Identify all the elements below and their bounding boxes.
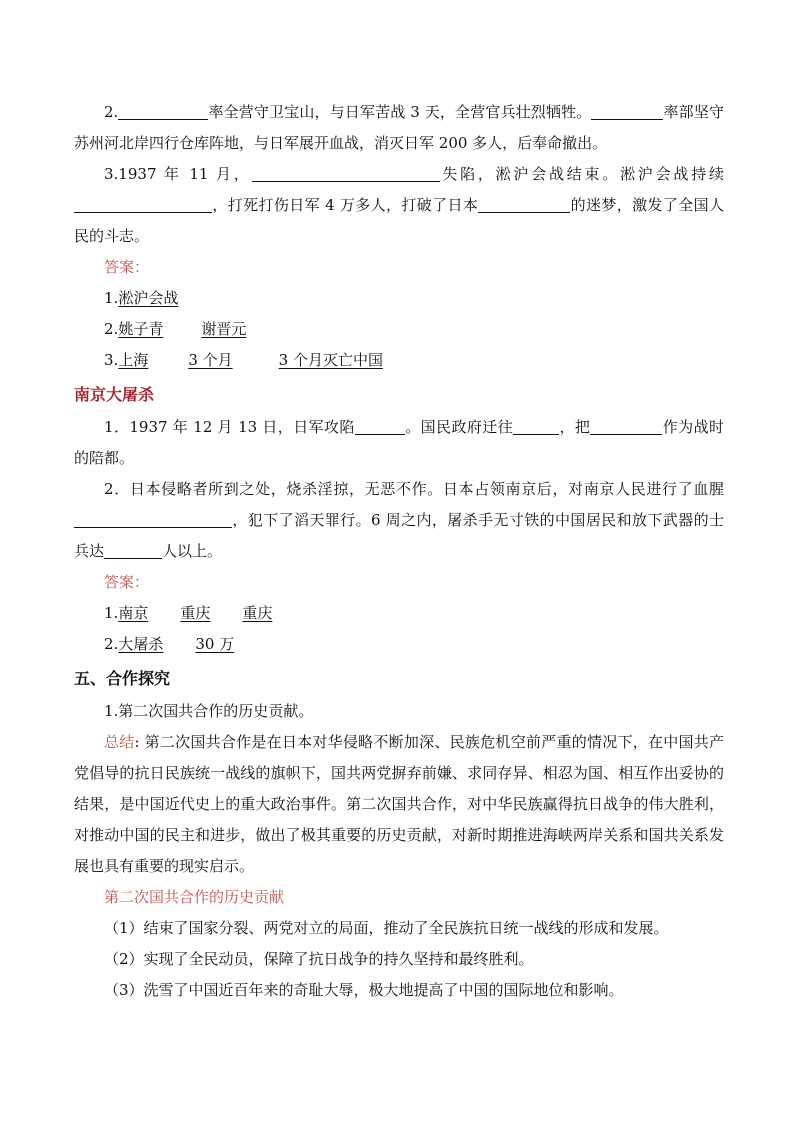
fill-blank: [74, 510, 232, 528]
contribution-item: （3）洗雪了中国近百年来的奇耻大辱，极大地提高了中国的国际地位和影响。: [104, 981, 624, 999]
answer-number: 2.: [104, 635, 119, 653]
answer-text: 大屠杀: [118, 635, 164, 653]
question-text: 2．日本侵略者所到之处，烧杀淫掠，无恶不作。日本占领南京后，对南京人民进行了血腥: [104, 480, 724, 498]
answer-line-2: [104, 314, 724, 345]
answer-label: 答案：: [104, 573, 150, 591]
question-text: 失陷，淞沪会战结束。淞沪会战持续: [439, 165, 724, 183]
fill-blank: [355, 417, 405, 435]
answer-text: 淞沪会战: [118, 289, 179, 307]
fill-blank: [252, 164, 440, 182]
fill-blank: [74, 195, 212, 213]
document-content: [74, 97, 724, 1006]
answer-text: 重庆: [242, 604, 273, 622]
answer-number: 1.: [104, 604, 119, 622]
answer-text: 30 万: [195, 635, 235, 653]
fill-blank: [590, 417, 662, 435]
cooperation-question-1: 1.第二次国共合作的历史贡献。: [104, 702, 314, 720]
answer-line-1: [104, 283, 724, 314]
section-heading-cooperation: 五、合作探究: [74, 669, 171, 688]
songhu-question-3: [74, 159, 724, 252]
question-text: ，把: [559, 418, 591, 436]
answer-number: 2.: [104, 320, 119, 338]
question-text: ，打死打伤日军 4 万多人，打破了日本: [212, 196, 479, 214]
answer-text: 姚子青: [118, 320, 164, 338]
answer-line-1: [104, 598, 724, 629]
fill-blank: [104, 541, 162, 559]
question-text: 3.1937 年 11 月，: [104, 165, 252, 183]
nanjing-question-2: [74, 474, 724, 567]
answer-line-2: [104, 629, 724, 660]
summary-text: : 第二次国共合作是在日本对华侵略不断加深、民族危机空前严重的情况下，在中国共产党倡导的抗日民族统一战线的旗帜下，国共两党摒弃前嫌、求同存异、相忍为国、相互作出妥协的结果，是中国近代史上的重大政治事件。第二次国共合作，对中华民族赢得抗日战争的伟大胜利，对推动中国的民主和进步，做出了极其重要的历史贡献，对新时期推进海峡两岸关系和国共关系发展也具有重要的现实启示。: [74, 733, 724, 875]
nanjing-question-1: [74, 412, 724, 474]
contribution-item: （2）实现了全民动员，保障了抗日战争的持久坚持和最终胜利。: [104, 950, 534, 968]
question-text: 率全营守卫宝山，与日军苦战 3 天，全营官兵壮烈牺牲。: [208, 103, 592, 121]
summary-label: 总结: [104, 733, 135, 751]
songhu-question-2: [74, 97, 724, 159]
question-text: 率部坚守苏州河北岸四行仓库阵地，与日军展开血战，消灭日军 200 多人，后奉命撤出。: [74, 103, 724, 152]
question-text: ，犯下了滔天罪行。6 周之内，屠杀手无寸铁的中国居民和放下武器的士兵达: [74, 511, 724, 560]
question-number: 2.: [104, 103, 119, 121]
question-text: 1．1937 年 12 月 13 日，日军攻陷: [104, 418, 355, 436]
answer-text: 3 个月: [188, 351, 233, 369]
answer-text: 3 个月灭亡中国: [278, 351, 383, 369]
fill-blank: [118, 102, 208, 120]
section-heading-nanjing: 南京大屠杀: [74, 385, 155, 404]
question-text: 的迷梦，激发了全国人民的斗志。: [74, 196, 724, 245]
answer-number: 3.: [104, 351, 119, 369]
answer-label: 答案：: [104, 258, 150, 276]
fill-blank: [478, 195, 570, 213]
fill-blank: [513, 417, 559, 435]
answer-line-3: [104, 345, 724, 376]
answer-number: 1.: [104, 289, 119, 307]
contribution-item: （1）结束了国家分裂、两党对立的局面，推动了全民族抗日统一战线的形成和发展。: [104, 919, 669, 937]
question-text: 人以上。: [162, 542, 223, 560]
contribution-subheading: 第二次国共合作的历史贡献: [104, 888, 285, 906]
answer-text: 上海: [118, 351, 149, 369]
question-text: 。国民政府迁往: [404, 418, 514, 436]
fill-blank: [591, 102, 663, 120]
answer-text: 南京: [118, 604, 149, 622]
answer-text: 重庆: [180, 604, 211, 622]
answer-text: 谢晋元: [201, 320, 247, 338]
question-text: 作为战时的陪都。: [74, 418, 724, 467]
cooperation-summary: [74, 727, 724, 882]
